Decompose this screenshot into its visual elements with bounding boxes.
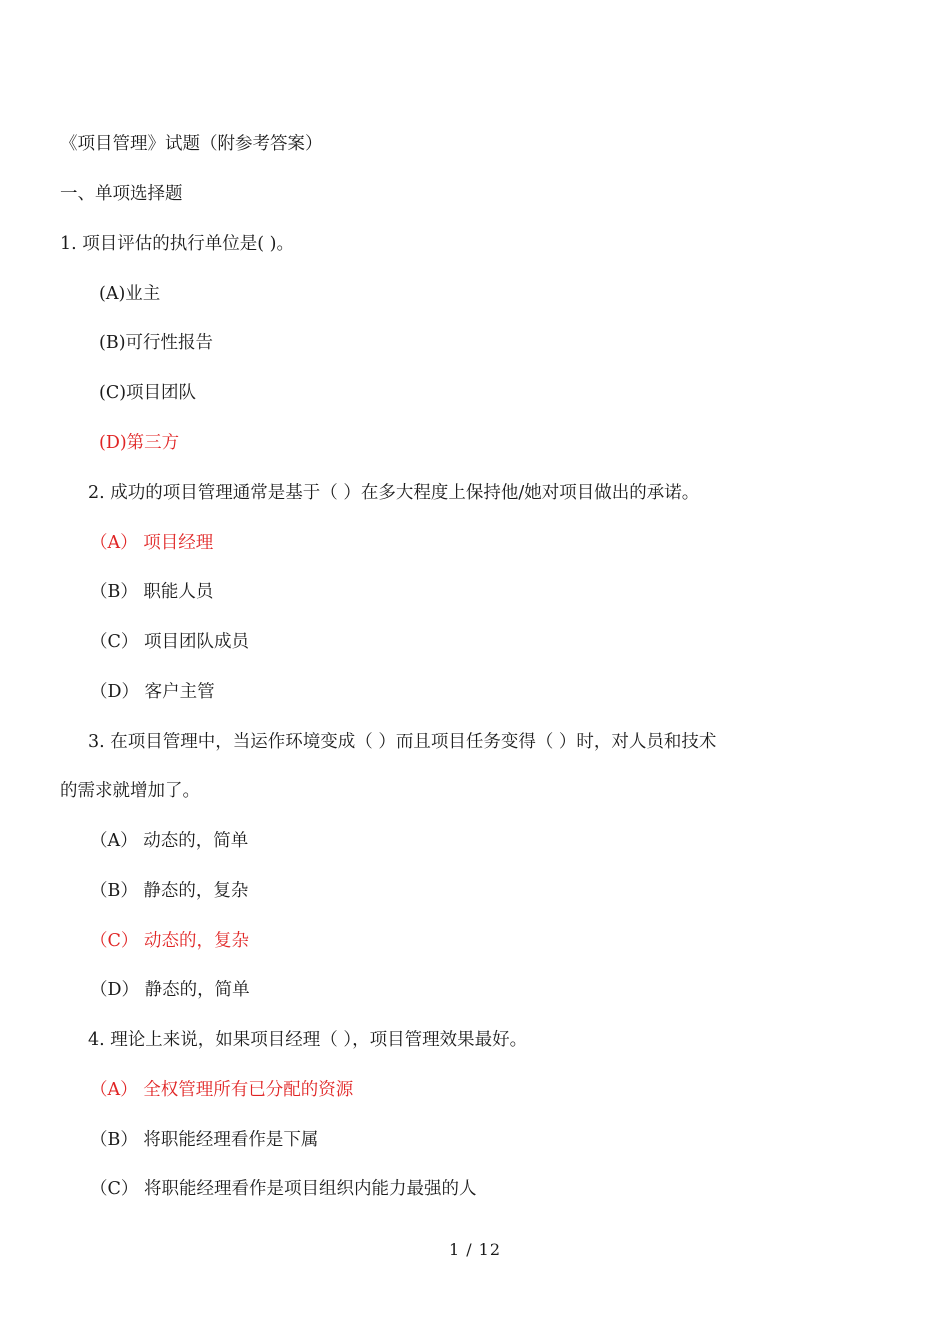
question-1-stem: 1. 项目评估的执行单位是( )。 [60, 234, 294, 254]
question-4-stem: 4. 理论上来说，如果项目经理（ ），项目管理效果最好。 [88, 1030, 528, 1050]
question-1-option-b: (B)可行性报告 [99, 333, 214, 353]
page-number: 1 / 12 [448, 1240, 502, 1259]
question-3-option-d: （D） 静态的，简单 [90, 980, 250, 1000]
question-2-stem: 2. 成功的项目管理通常是基于（ ）在多大程度上保持他/她对项目做出的承诺。 [88, 483, 700, 503]
question-2-option-d: （D） 客户主管 [90, 682, 215, 702]
question-3-option-b: （B） 静态的，复杂 [90, 881, 249, 901]
question-1-option-a: (A)业主 [99, 284, 161, 304]
question-3-stem-line1: 3. 在项目管理中，当运作环境变成（ ）而且项目任务变得（ ）时，对人员和技术 [88, 732, 717, 752]
section-heading: 一、单项选择题 [60, 184, 183, 204]
question-1-option-d-answer: (D)第三方 [99, 433, 180, 453]
question-4-option-a-answer: （A） 全权管理所有已分配的资源 [90, 1080, 354, 1100]
question-3-option-a: （A） 动态的，简单 [90, 831, 249, 851]
question-3-stem-line2: 的需求就增加了。 [60, 781, 200, 801]
question-3-option-c-answer: （C） 动态的，复杂 [90, 931, 249, 951]
question-2-option-a-answer: （A） 项目经理 [90, 533, 214, 553]
question-2-option-c: （C） 项目团队成员 [90, 632, 249, 652]
question-4-option-b: （B） 将职能经理看作是下属 [90, 1130, 319, 1150]
question-4-option-c: （C） 将职能经理看作是项目组织内能力最强的人 [90, 1179, 477, 1199]
document-title: 《项目管理》试题（附参考答案） [60, 134, 323, 154]
question-2-option-b: （B） 职能人员 [90, 582, 214, 602]
question-1-option-c: (C)项目团队 [99, 383, 197, 403]
